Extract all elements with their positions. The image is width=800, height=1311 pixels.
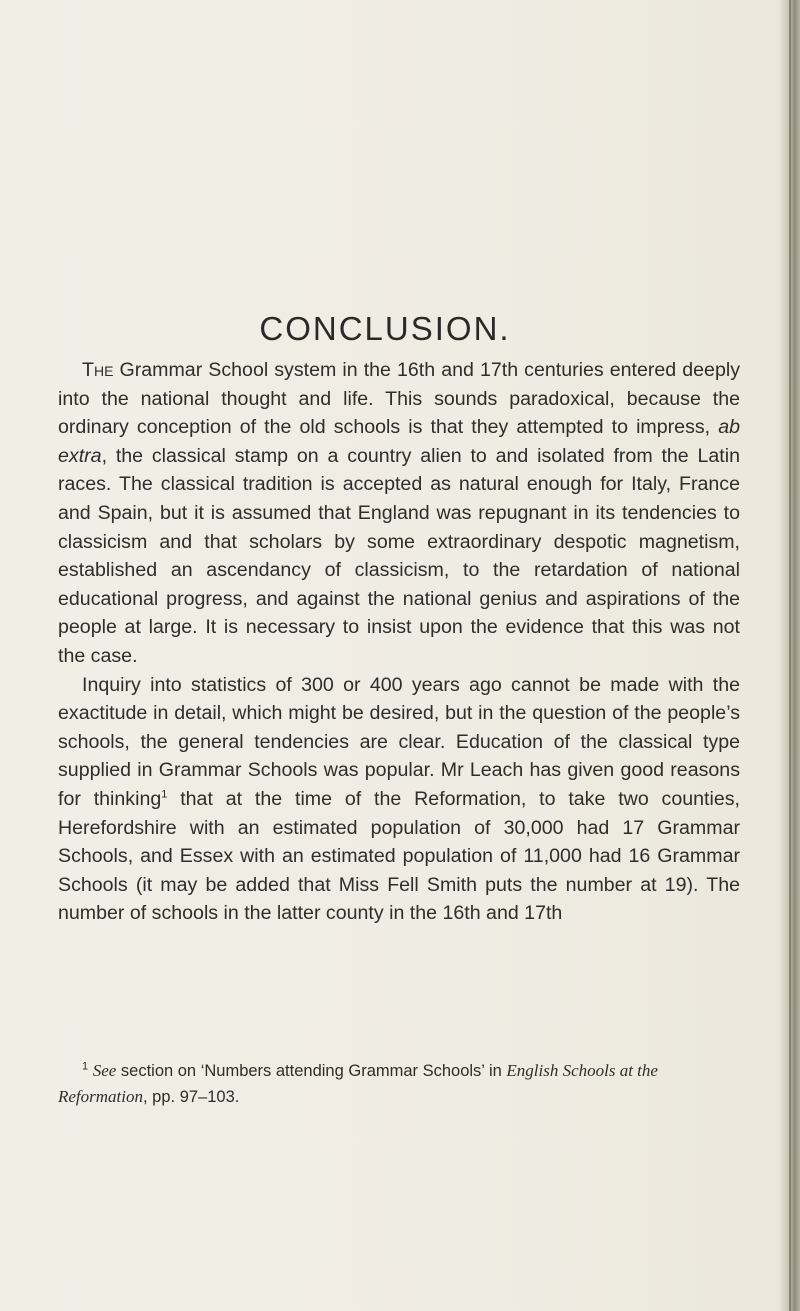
- body-text: [58, 356, 740, 928]
- footnote-text-a: section on ‘Numbers attending Grammar Schools’ in: [116, 1062, 507, 1080]
- lead-word: The: [82, 359, 114, 381]
- paragraph-1: [58, 356, 740, 671]
- binding-line: [789, 0, 791, 1311]
- italic-phrase: ab extra: [58, 416, 740, 467]
- footnote-book-title: English Schools at the Reformation: [58, 1061, 658, 1106]
- footnote: [58, 1058, 740, 1110]
- page-title: CONCLUSION.: [259, 310, 511, 347]
- paragraph-2: [58, 671, 740, 928]
- paragraph-2-text-b: that at the time of the Reformation, to take two counties, Herefordshire with an estimated population of 30,000 had 17 Grammar Schools, and Essex with an estimated population of 11,000 had 16 Grammar Schools (it may be added that Miss Fell Smith puts the number at 19). The number of schools in the latter county in the 16th and 17th: [58, 787, 740, 925]
- paragraph-2-text-a: Inquiry into statistics of 300 or 400 years ago cannot be made with the exactitude in detail, which might be desired, but in the question of the people’s schools, the general tendencies are clear. Education of the classical type supplied in Grammar Schools was popular. Mr Leach has given good reasons for thinking: [58, 673, 740, 810]
- footnote-reference: 1: [161, 788, 168, 801]
- paragraph-1-text-b: , the classical stamp on a country alien to and isolated from the Latin races. The classical tradition is accepted as natural enough for Italy, France and Spain, but it is assumed that England was repugnant in its tendencies to classicism and that scholars by some extraordinary despotic magnetism, established an ascendancy of classicism, to the retardation of national educational progress, and against the national genius and aspirations of the people at large. It is necessary to insist upon the evidence that this was not the case.: [58, 444, 740, 667]
- paragraph-1-text-a: Grammar School system in the 16th and 17th centuries entered deeply into the national thought and life. This sounds paradoxical, because the ordinary conception of the old schools is that they attempted to impress,: [58, 359, 740, 439]
- footnote-marker: 1: [82, 1060, 89, 1073]
- footnote-text-b: , pp. 97–103.: [143, 1088, 240, 1106]
- footnote-see: See: [92, 1061, 117, 1080]
